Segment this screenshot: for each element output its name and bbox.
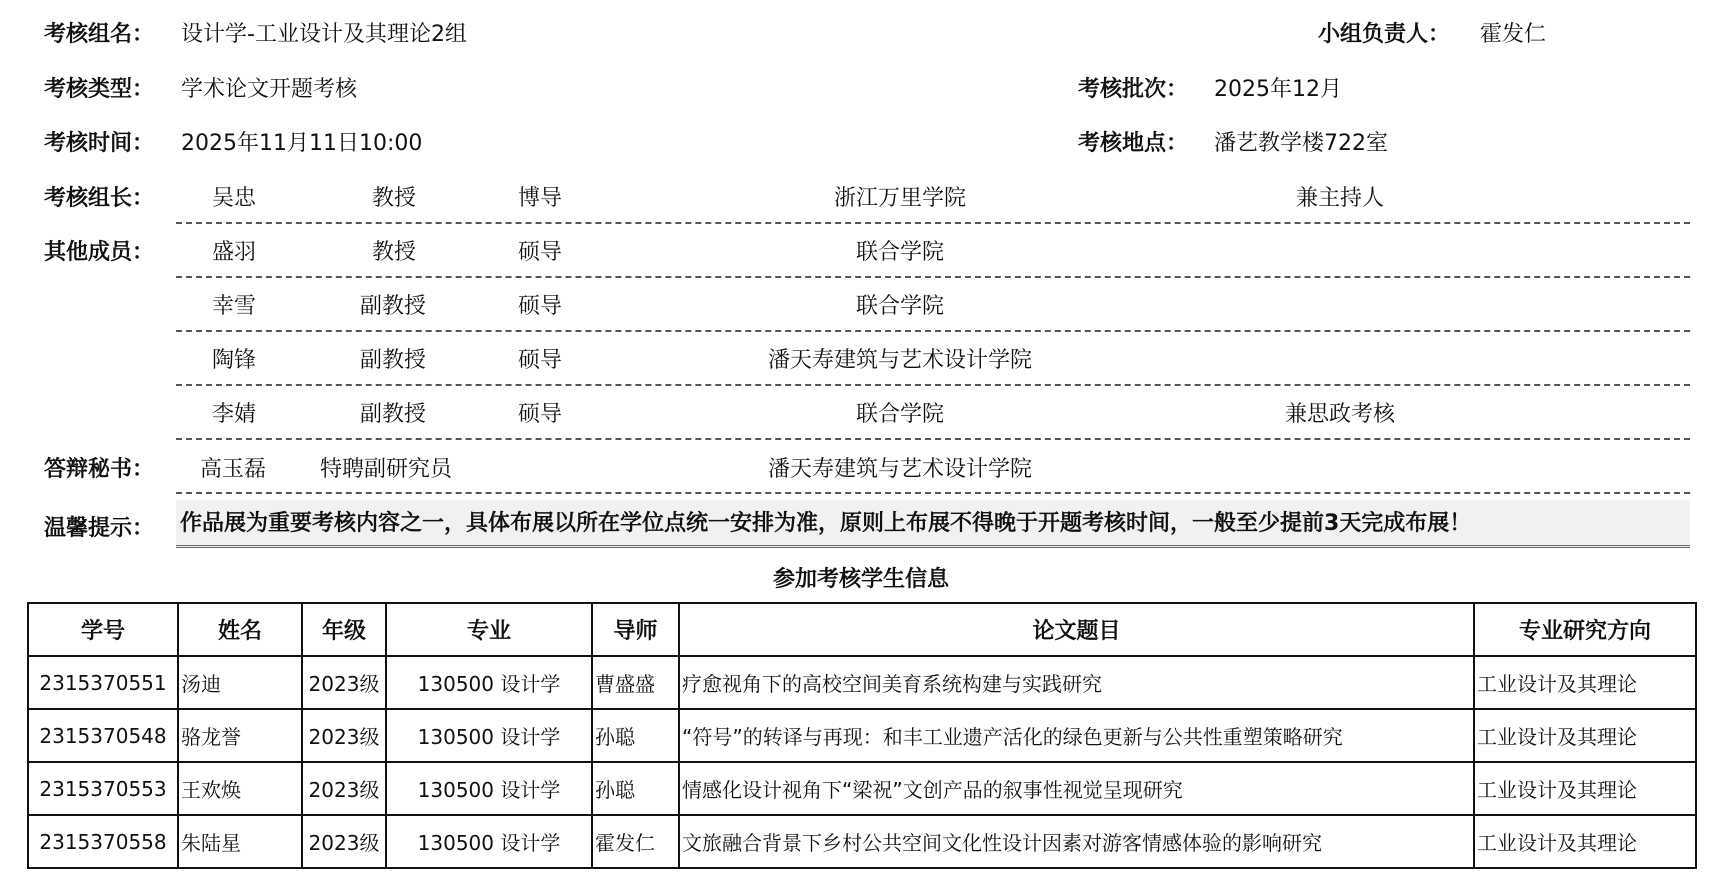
cell-major: 130500 设计学 [386,656,592,709]
member-role: 硕导 [518,294,563,319]
member-name: 高玉磊 [200,457,267,482]
leader-value: 霍发仁 [1480,22,1547,47]
cell-student-name: 汤迪 [178,656,302,709]
cell-major: 130500 设计学 [386,815,592,868]
cell-advisor: 霍发仁 [592,815,679,868]
students-table [27,602,1697,869]
row-divider [176,222,1690,224]
member-title: 教授 [372,240,417,265]
member-unit: 联合学院 [855,240,944,265]
member-unit: 联合学院 [855,294,944,319]
secretary-label: 答辩秘书： [44,457,155,482]
chair-label: 考核组长： [44,186,155,211]
member-unit: 潘天寿建筑与艺术设计学院 [767,457,1032,482]
leader-label: 小组负责人： [1318,22,1451,47]
cell-thesis: 情感化设计视角下“梁祝”文创产品的叙事性视觉呈现研究 [679,762,1474,815]
member-unit: 联合学院 [855,402,944,427]
member-name: 李婧 [212,402,257,427]
member-name: 陶锋 [212,348,257,373]
cell-major: 130500 设计学 [386,762,592,815]
cell-student-id: 2315370548 [28,709,178,762]
row-divider [176,492,1690,494]
member-note: 兼主持人 [1295,186,1384,211]
member-role: 硕导 [518,402,563,427]
row-divider [176,438,1690,440]
batch-value: 2025年12月 [1214,77,1342,102]
member-role: 硕导 [518,240,563,265]
column-header-grade: 年级 [302,603,386,656]
cell-direction: 工业设计及其理论 [1474,656,1696,709]
cell-student-id: 2315370553 [28,762,178,815]
table-row [28,815,1696,868]
member-name: 吴忠 [212,186,257,211]
members-label: 其他成员： [44,240,155,265]
group-name-value: 设计学-工业设计及其理论2组 [181,22,467,47]
cell-student-name: 王欢焕 [178,762,302,815]
cell-student-name: 朱陆星 [178,815,302,868]
type-label: 考核类型： [44,77,155,102]
cell-thesis: “符号”的转译与再现：和丰工业遗产活化的绿色更新与公共性重塑策略研究 [679,709,1474,762]
member-unit: 浙江万里学院 [833,186,966,211]
time-value: 2025年11月11日10:00 [181,131,423,156]
cell-grade: 2023级 [302,762,386,815]
table-row [28,709,1696,762]
cell-advisor: 孙聪 [592,709,679,762]
member-title: 特聘副研究员 [320,457,453,482]
column-header-thesis: 论文题目 [679,603,1474,656]
table-row [28,762,1696,815]
cell-grade: 2023级 [302,709,386,762]
location-value: 潘艺教学楼722室 [1214,131,1388,156]
cell-direction: 工业设计及其理论 [1474,709,1696,762]
member-title: 副教授 [360,402,427,427]
cell-advisor: 孙聪 [592,762,679,815]
tip-text: 作品展为重要考核内容之一，具体布展以所在学位点统一安排为准，原则上布展不得晚于开题考核时间，一般至少提前3天完成布展！ [176,500,1690,548]
member-name: 盛羽 [212,240,257,265]
column-header-direction: 专业研究方向 [1474,603,1696,656]
column-header-advisor: 导师 [592,603,679,656]
column-header-id: 学号 [28,603,178,656]
tip-label: 温馨提示： [44,516,155,541]
member-title: 副教授 [360,348,427,373]
member-role: 博导 [518,186,563,211]
cell-thesis: 文旅融合背景下乡村公共空间文化性设计因素对游客情感体验的影响研究 [679,815,1474,868]
member-name: 幸雪 [212,294,257,319]
column-header-major: 专业 [386,603,592,656]
cell-direction: 工业设计及其理论 [1474,762,1696,815]
member-role: 硕导 [518,348,563,373]
cell-advisor: 曹盛盛 [592,656,679,709]
member-title: 教授 [372,186,417,211]
time-label: 考核时间： [44,131,155,156]
cell-grade: 2023级 [302,656,386,709]
row-divider [176,276,1690,278]
location-label: 考核地点： [1078,131,1189,156]
cell-direction: 工业设计及其理论 [1474,815,1696,868]
member-title: 副教授 [360,294,427,319]
cell-student-id: 2315370558 [28,815,178,868]
type-value: 学术论文开题考核 [181,77,358,102]
column-header-name: 姓名 [178,603,302,656]
cell-student-id: 2315370551 [28,656,178,709]
member-note: 兼思政考核 [1284,402,1395,427]
table-header-row [28,603,1696,656]
member-unit: 潘天寿建筑与艺术设计学院 [767,348,1032,373]
cell-grade: 2023级 [302,815,386,868]
batch-label: 考核批次： [1078,77,1189,102]
table-row [28,656,1696,709]
group-name-label: 考核组名： [44,22,155,47]
cell-major: 130500 设计学 [386,709,592,762]
cell-student-name: 骆龙誉 [178,709,302,762]
students-title: 参加考核学生信息 [772,567,949,592]
row-divider [176,330,1690,332]
cell-thesis: 疗愈视角下的高校空间美育系统构建与实践研究 [679,656,1474,709]
row-divider [176,384,1690,386]
